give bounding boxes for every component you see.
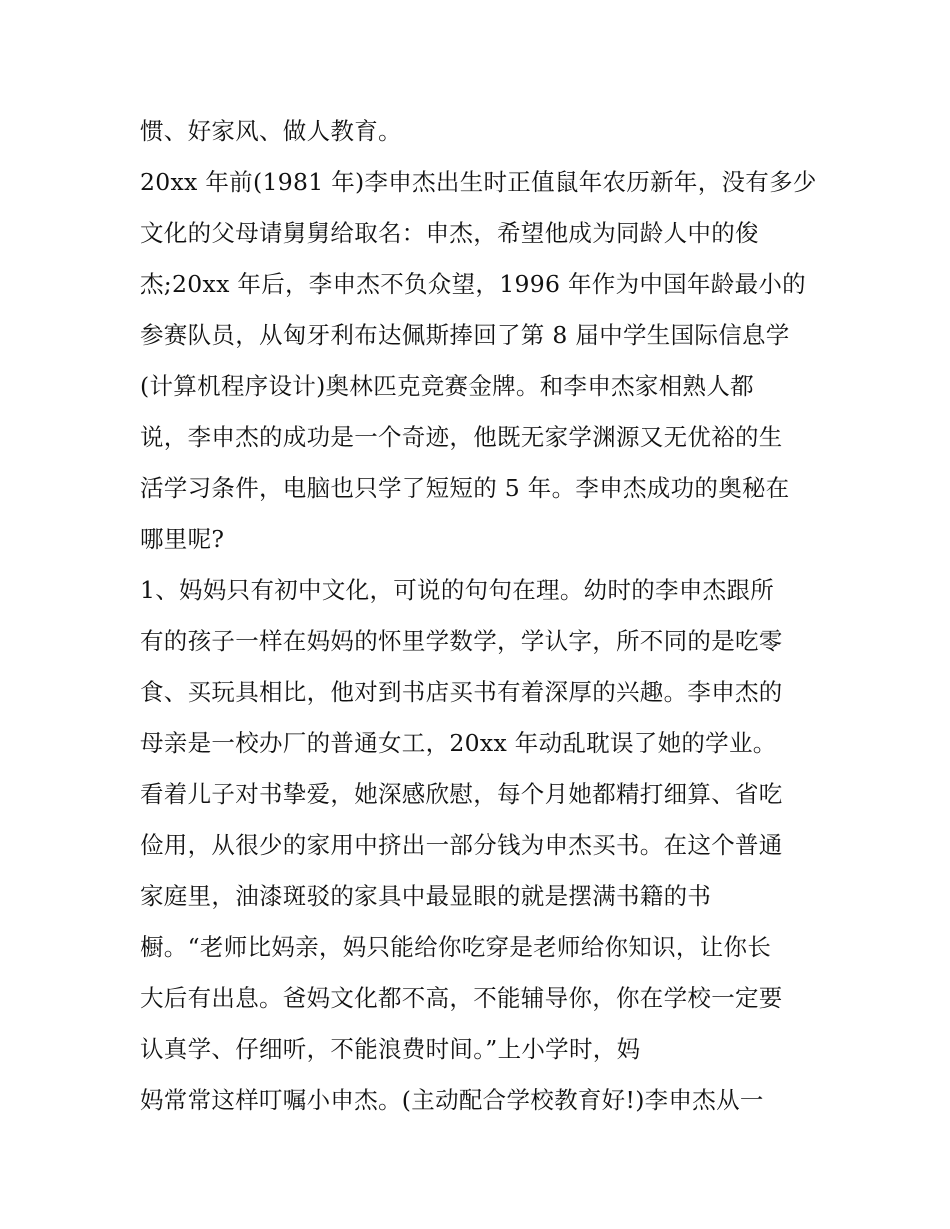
text-line: 1、妈妈只有初中文化，可说的句句在理。幼时的李申杰跟所 [140,576,775,604]
text-line: 妈常常这样叮嘱小申杰。(主动配合学校教育好!)李申杰从一 [140,1086,764,1114]
text-line: 惯、好家风、做人教育。 [140,117,402,145]
text-line: 杰;20xx 年后，李申杰不负众望，1996 年作为中国年龄最小的 [140,270,806,298]
text-line: 哪里呢? [140,525,225,553]
text-line: 母亲是一校办厂的普通女工，20xx 年动乱耽误了她的学业。 [140,729,777,757]
text-line: 说，李申杰的成功是一个奇迹，他既无家学渊源又无优裕的生 [140,423,783,451]
text-line: 橱。“老师比妈亲，妈只能给你吃穿是老师给你知识，让你长 [140,933,772,961]
text-line: 俭用，从很少的家用中挤出一部分钱为申杰买书。在这个普通 [140,831,783,859]
text-line: 家庭里，油漆斑驳的家具中最显眼的就是摆满书籍的书 [140,882,712,910]
text-line: (计算机程序设计)奥林匹克竞赛金牌。和李申杰家相熟人都 [140,372,754,400]
text-line: 有的孩子一样在妈妈的怀里学数学，学认字，所不同的是吃零 [140,627,783,655]
text-line: 20xx 年前(1981 年)李申杰出生时正值鼠年农历新年，没有多少 [140,168,817,196]
text-line: 文化的父母请舅舅给取名：申杰，希望他成为同龄人中的俊 [140,219,759,247]
text-line: 活学习条件，电脑也只学了短短的 5 年。李申杰成功的奥秘在 [140,474,790,502]
text-line: 参赛队员，从匈牙利布达佩斯捧回了第 8 届中学生国际信息学 [140,321,790,349]
text-line: 认真学、仔细听，不能浪费时间。”上小学时，妈 [140,1035,641,1063]
text-line: 食、买玩具相比，他对到书店买书有着深厚的兴趣。李申杰的 [140,678,783,706]
text-line: 大后有出息。爸妈文化都不高，不能辅导你，你在学校一定要 [140,984,783,1012]
body-text [140,106,840,1126]
text-line: 看着儿子对书挚爱，她深感欣慰，每个月她都精打细算、省吃 [140,780,783,808]
